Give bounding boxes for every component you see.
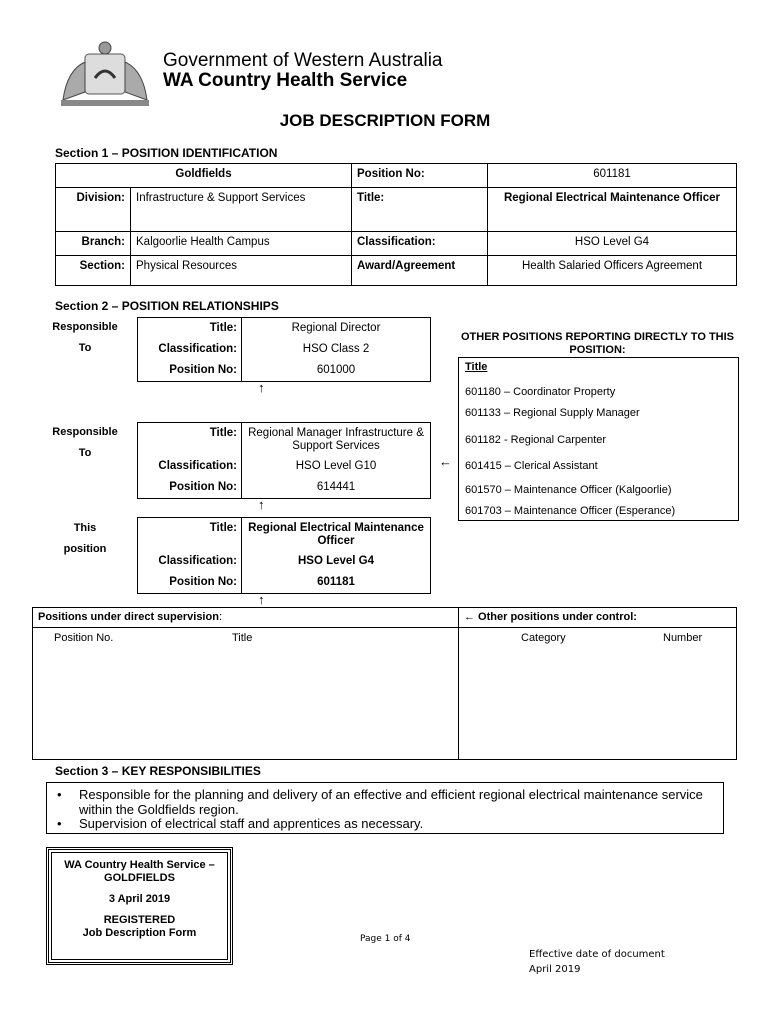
classification-label: Classification:	[138, 339, 242, 360]
division-value: Infrastructure & Support Services	[131, 188, 352, 232]
region-cell: Goldfields	[56, 164, 352, 188]
box2-title: Regional Manager Infrastructure & Support Services	[248, 427, 424, 452]
responsibility-item: Responsible for the planning and delivery of an effective and efficient regional electrical maintenance service within the Goldfields region.	[79, 787, 703, 817]
box2-classification: HSO Level G10	[295, 459, 377, 472]
other-position-item: 601703 – Maintenance Officer (Esperance)	[465, 505, 676, 517]
position-no-label: Position No:	[138, 360, 242, 382]
award-label: Award/Agreement	[352, 256, 488, 286]
col-title: Title	[232, 632, 253, 644]
responsibility-bullet: •	[57, 787, 62, 802]
other-position-item: 601180 – Coordinator Property	[465, 386, 616, 398]
box3-position-no: 601181	[317, 575, 355, 588]
box3-title: Regional Electrical Maintenance Officer	[248, 522, 424, 547]
section-label: Section:	[56, 256, 131, 286]
crest-logo	[55, 40, 155, 110]
col-position-no: Position No.	[54, 632, 114, 644]
stamp-line2: GOLDFIELDS	[104, 872, 175, 884]
responsible-label: Responsible	[52, 426, 118, 438]
responsibility-item: Supervision of electrical staff and apprentices as necessary.	[79, 816, 424, 831]
other-position-item: 601415 – Clerical Assistant	[465, 460, 598, 472]
direct-supervision-label	[38, 611, 222, 623]
to-label: To	[78, 447, 92, 459]
reports-to-box-1	[137, 317, 431, 382]
position-identification-table	[55, 163, 737, 286]
box1-title: Regional Director	[291, 322, 381, 334]
this-label: This	[73, 522, 97, 534]
col-category: Category	[521, 632, 566, 644]
division-label: Division:	[56, 188, 131, 232]
reports-to-box-2	[137, 422, 431, 499]
other-position-item: 601570 – Maintenance Officer (Kalgoorlie)	[465, 484, 672, 496]
position-no-label: Position No:	[138, 477, 242, 499]
to-label: To	[78, 342, 92, 354]
classification-label: Classification:	[138, 456, 242, 477]
title-label: Title:	[138, 518, 242, 551]
title-label: Title:	[352, 188, 488, 232]
page-number: Page 1 of 4	[360, 934, 411, 944]
classification-label: Classification:	[352, 232, 488, 256]
box1-position-no: 601000	[316, 363, 356, 376]
award-value: Health Salaried Officers Agreement	[488, 256, 737, 286]
position-label: position	[63, 543, 107, 555]
section2-heading: Section 2 – POSITION RELATIONSHIPS	[55, 299, 279, 313]
box3-classification: HSO Level G4	[297, 554, 375, 567]
other-position-item: 601182 - Regional Carpenter	[465, 434, 607, 446]
box1-classification: HSO Class 2	[302, 342, 370, 355]
supervision-table	[32, 607, 737, 760]
position-no-label: Position No:	[138, 572, 242, 594]
classification-label: Classification:	[138, 551, 242, 572]
government-heading: Government of Western Australia	[163, 50, 443, 71]
stamp-line1: WA Country Health Service –	[64, 859, 215, 871]
section3-heading: Section 3 – KEY RESPONSIBILITIES	[55, 764, 261, 778]
stamp-date: 3 April 2019	[108, 893, 171, 905]
position-no-label: Position No:	[352, 164, 488, 188]
box2-position-no: 614441	[316, 480, 356, 493]
effective-date-value: April 2019	[529, 964, 581, 975]
form-title: JOB DESCRIPTION FORM	[279, 111, 491, 130]
direct-supervision-text: Positions under direct supervision	[38, 611, 219, 623]
up-arrow-icon: ↑	[258, 497, 265, 512]
section-value: Physical Resources	[131, 256, 352, 286]
other-positions-heading: OTHER POSITIONS REPORTING DIRECTLY TO THIS POSITION:	[461, 331, 734, 356]
responsibility-bullet: •	[57, 816, 62, 831]
stamp-registered: REGISTERED	[103, 914, 176, 926]
branch-label: Branch:	[56, 232, 131, 256]
this-position-box	[137, 517, 431, 594]
other-position-item: 601133 – Regional Supply Manager	[465, 407, 640, 419]
other-control-label: ← Other positions under control:	[464, 611, 637, 623]
service-heading: WA Country Health Service	[163, 70, 408, 91]
branch-value: Kalgoorlie Health Campus	[131, 232, 352, 256]
title-label: Title:	[138, 318, 242, 339]
classification-value: HSO Level G4	[488, 232, 737, 256]
title-value: Regional Electrical Maintenance Officer	[488, 188, 737, 232]
up-arrow-icon: ↑	[258, 592, 265, 607]
up-arrow-icon: ↑	[258, 380, 265, 395]
position-no-value: 601181	[488, 164, 737, 188]
section1-heading: Section 1 – POSITION IDENTIFICATION	[55, 146, 278, 160]
other-title-label: Title	[465, 361, 488, 373]
col-number: Number	[663, 632, 703, 644]
left-arrow-icon: ←	[439, 454, 452, 469]
stamp-form: Job Description Form	[82, 927, 197, 939]
title-label: Title:	[138, 423, 242, 456]
responsible-label: Responsible	[52, 321, 118, 333]
colon: :	[218, 611, 222, 623]
registration-stamp	[46, 847, 233, 965]
effective-date-label: Effective date of document	[529, 949, 665, 960]
